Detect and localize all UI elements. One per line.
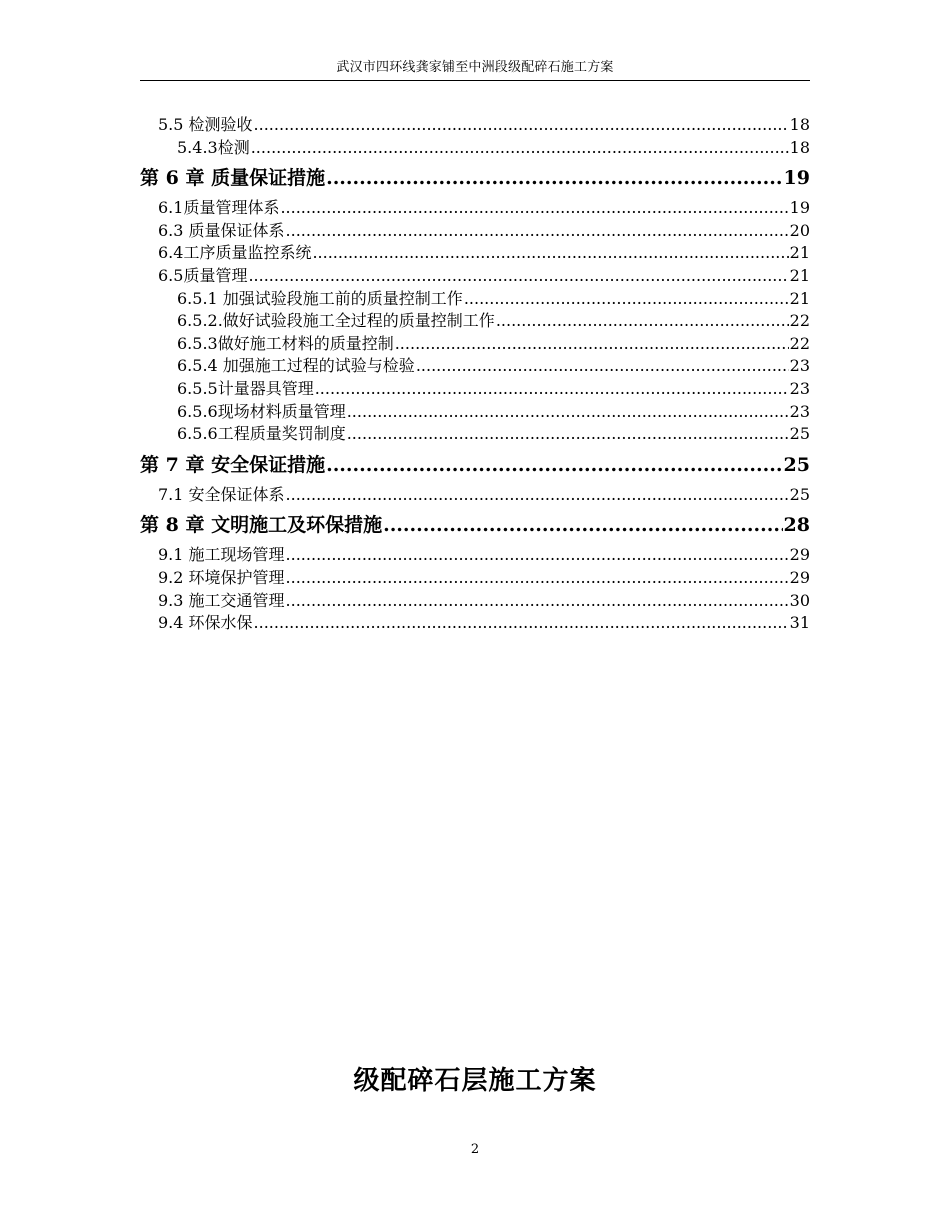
toc-entry-label: 9.1 施工现场管理 (158, 545, 285, 565)
toc-entry-page-number: 21 (789, 288, 810, 308)
toc-entry-page-number: 21 (789, 265, 810, 285)
table-of-contents (140, 114, 810, 635)
toc-entry-label: 6.5.6工程质量奖罚制度 (177, 424, 346, 444)
toc-entry-label: 6.4工序质量监控系统 (158, 243, 312, 263)
toc-entry-label: 第 8 章 文明施工及环保措施 (140, 514, 383, 537)
toc-entry-label: 6.5.3做好施工材料的质量控制 (177, 333, 394, 353)
toc-entry-page-number: 29 (789, 567, 810, 587)
page-number: 2 (470, 1142, 480, 1157)
toc-entry-page-number: 25 (789, 484, 810, 504)
toc-entry-page-number: 31 (789, 613, 810, 633)
toc-entry-page-number: 25 (789, 424, 810, 444)
toc-section-entry[interactable] (140, 484, 810, 507)
toc-dot-leader (315, 378, 789, 401)
toc-entry-label: 5.5 检测验收 (158, 115, 253, 134)
toc-dot-leader (312, 242, 788, 265)
toc-entry-page-number: 28 (783, 514, 810, 537)
toc-dot-leader (395, 333, 789, 356)
page-header: 武汉市四环线龚家铺至中洲段级配碎石施工方案 (336, 60, 614, 75)
toc-entry-label: 6.5.1 加强试验段施工前的质量控制工作 (177, 288, 463, 308)
toc-entry-label: 6.5.5计量器具管理 (177, 378, 314, 398)
toc-entry-page-number: 23 (789, 378, 810, 398)
toc-entry-label: 6.5质量管理 (158, 265, 248, 285)
toc-dot-leader (326, 446, 782, 484)
toc-chapter-entry[interactable] (140, 159, 810, 197)
toc-entry-page-number: 25 (783, 453, 810, 476)
toc-section-entry[interactable] (140, 242, 810, 265)
toc-entry-label: 9.3 施工交通管理 (158, 590, 285, 610)
toc-entry-label: 6.5.2.做好试验段施工全过程的质量控制工作 (177, 311, 495, 331)
toc-entry-page-number: 18 (789, 115, 810, 134)
toc-entry-page-number: 22 (789, 311, 810, 331)
toc-section-entry[interactable] (140, 590, 810, 613)
toc-section-entry[interactable] (140, 401, 810, 424)
document-title: 级配碎石层施工方案 (353, 1066, 597, 1096)
toc-section-entry[interactable] (140, 544, 810, 567)
toc-section-entry[interactable] (140, 333, 810, 356)
toc-entry-label: 6.5.6现场材料质量管理 (177, 401, 346, 421)
toc-section-entry[interactable] (140, 423, 810, 446)
toc-section-entry[interactable] (140, 114, 810, 137)
toc-entry-page-number: 22 (789, 333, 810, 353)
toc-entry-page-number: 19 (789, 198, 810, 218)
toc-entry-label: 6.1质量管理体系 (158, 198, 280, 218)
toc-entry-page-number: 29 (789, 545, 810, 565)
toc-entry-label: 5.4.3检测 (177, 137, 250, 157)
toc-entry-label: 9.2 环境保护管理 (158, 567, 285, 587)
toc-dot-leader (254, 612, 789, 635)
toc-entry-page-number: 18 (789, 137, 810, 157)
toc-section-entry[interactable] (140, 612, 810, 635)
toc-entry-page-number: 21 (789, 243, 810, 263)
toc-dot-leader (416, 355, 789, 378)
toc-entry-page-number: 30 (789, 590, 810, 610)
toc-dot-leader (383, 506, 782, 544)
toc-dot-leader (286, 220, 789, 243)
toc-section-entry[interactable] (140, 265, 810, 288)
toc-dot-leader (286, 567, 789, 590)
toc-dot-leader (286, 484, 789, 507)
toc-section-entry[interactable] (140, 355, 810, 378)
toc-entry-label: 9.4 环保水保 (158, 613, 253, 633)
toc-dot-leader (280, 197, 788, 220)
toc-dot-leader (347, 423, 789, 446)
toc-entry-page-number: 20 (789, 220, 810, 240)
toc-section-entry[interactable] (140, 378, 810, 401)
toc-entry-label: 7.1 安全保证体系 (158, 484, 285, 504)
toc-dot-leader (286, 544, 789, 567)
toc-dot-leader (286, 590, 789, 613)
toc-dot-leader (347, 401, 789, 424)
toc-entry-page-number: 23 (789, 401, 810, 421)
toc-section-entry[interactable] (140, 288, 810, 311)
toc-section-entry[interactable] (140, 137, 810, 160)
toc-entry-label: 第 6 章 质量保证措施 (140, 167, 326, 190)
toc-dot-leader (248, 265, 788, 288)
toc-dot-leader (496, 310, 789, 333)
toc-chapter-entry[interactable] (140, 506, 810, 544)
toc-entry-label: 第 7 章 安全保证措施 (140, 453, 326, 476)
toc-dot-leader (251, 137, 789, 160)
toc-dot-leader (464, 288, 789, 311)
toc-section-entry[interactable] (140, 310, 810, 333)
toc-section-entry[interactable] (140, 220, 810, 243)
toc-entry-page-number: 23 (789, 356, 810, 376)
header-rule (140, 80, 810, 81)
toc-entry-page-number: 19 (783, 167, 810, 190)
toc-section-entry[interactable] (140, 567, 810, 590)
toc-entry-label: 6.5.4 加强施工过程的试验与检验 (177, 356, 415, 376)
toc-entry-label: 6.3 质量保证体系 (158, 220, 285, 240)
toc-dot-leader (254, 114, 789, 137)
toc-section-entry[interactable] (140, 197, 810, 220)
toc-dot-leader (326, 159, 782, 197)
toc-chapter-entry[interactable] (140, 446, 810, 484)
